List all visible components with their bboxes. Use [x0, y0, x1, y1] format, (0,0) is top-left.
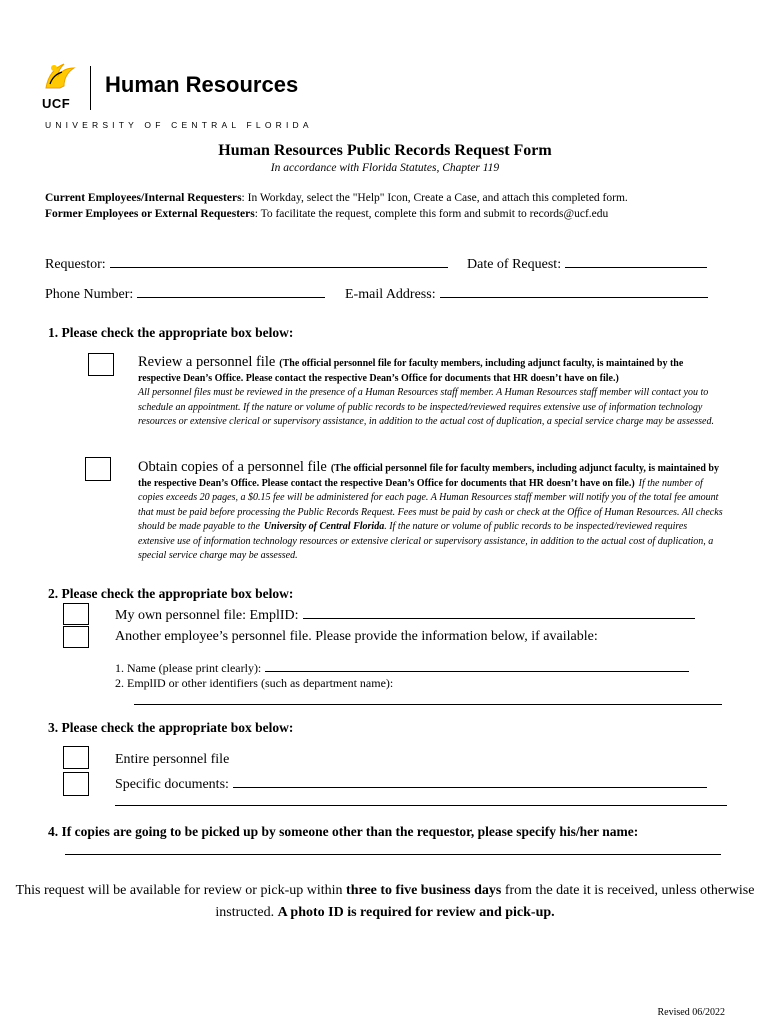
department-title: Human Resources	[105, 72, 299, 97]
name-input[interactable]	[265, 659, 689, 672]
question-1-heading: 1. Please check the appropriate box below:	[48, 325, 294, 340]
date-input[interactable]	[565, 255, 707, 268]
revision-date: Revised 06/2022	[657, 1007, 725, 1018]
phone-input[interactable]	[137, 285, 325, 298]
specific-docs-label: Specific documents:	[115, 777, 229, 792]
question-3-heading: 3. Please check the appropriate box below:	[48, 720, 294, 735]
date-label: Date of Request:	[467, 257, 562, 272]
obtain-copies-checkbox[interactable]	[85, 457, 111, 481]
identifiers-label: 2. EmplID or other identifiers (such as department name):	[115, 676, 394, 690]
instruction-text: : To facilitate the request, complete this form and submit to records@ucf.edu	[254, 208, 609, 220]
specific-docs-option	[115, 775, 707, 793]
obtain-copies-option	[138, 461, 726, 563]
pickup-name-input[interactable]	[65, 854, 721, 855]
closing-a: This request will be available for review or pick-up within	[15, 883, 347, 898]
question-2-heading: 2. Please check the appropriate box below:	[48, 586, 294, 601]
obtain-copies-label: Obtain copies of a personnel file	[138, 459, 327, 475]
instruction-label: Current Employees/Internal Requesters	[45, 192, 242, 204]
form-subtitle: In accordance with Florida Statutes, Chapter 119	[270, 162, 500, 174]
requestor-field[interactable]	[45, 255, 448, 273]
closing-c: from the date it is received, unless otherwise instructed.	[215, 883, 755, 920]
date-field[interactable]	[467, 255, 707, 273]
logo-divider	[90, 66, 91, 110]
phone-label: Phone Number:	[45, 287, 134, 302]
email-label: E-mail Address:	[345, 287, 436, 302]
phone-field[interactable]	[45, 285, 325, 303]
entire-file-label: Entire personnel file	[115, 752, 230, 767]
name-field	[115, 659, 689, 676]
email-field[interactable]	[345, 285, 708, 303]
specific-docs-checkbox[interactable]	[63, 772, 89, 796]
closing-bold-a: three to five business days	[346, 883, 502, 898]
obtain-copies-detail-b: . If the nature or volume of public records to be inspected/reviewed requires extensive use of information technology resources or extensive clerical or supervisory assistance, in addition to the actual cost of duplication, a special service charge may be assessed.	[138, 521, 714, 561]
closing-statement	[0, 880, 770, 924]
requestor-input[interactable]	[110, 255, 448, 268]
form-title: Human Resources Public Records Request Form	[218, 142, 552, 159]
other-file-label: Another employee’s personnel file. Please provide the information below, if available:	[115, 629, 598, 644]
obtain-copies-detail-a: If the number of copies exceeds 20 pages, a $0.15 fee will be administered for each page. A Human Resources staff member will notify you of the total fee amount that must be paid before processing the Public Records Request. Fees must be paid by cash or check at the Office of Human Resources. All checks should be made payable to the	[138, 477, 723, 532]
review-file-note: (The official personnel file for faculty members, including adjunct faculty, is maintained by the respective Dean’s Office. Please contact the respective Dean’s Office for documents that HR doesn’t have on file.)	[138, 358, 684, 384]
own-file-checkbox[interactable]	[63, 603, 89, 625]
name-label: 1. Name (please print clearly):	[115, 661, 262, 675]
pegasus-icon	[42, 58, 76, 92]
ucf-wordmark: UCF	[42, 96, 71, 111]
university-name: UNIVERSITY OF CENTRAL FLORIDA	[45, 120, 313, 130]
specific-docs-input-line2[interactable]	[115, 805, 727, 806]
closing-bold-b: A photo ID is required for review and pick-up.	[277, 905, 555, 920]
review-file-detail: All personnel files must be reviewed in the presence of a Human Resources staff member. A Human Resources staff member will contact you to schedule an appointment. If the nature or volume of public records to be inspected/reviewed requires extensive use of information technology resources or extensive clerical or supervisory assistance, in addition to the actual cost of duplication, a special service charge may be assessed.	[138, 387, 714, 427]
identifiers-input[interactable]	[134, 704, 722, 705]
obtain-copies-note: (The official personnel file for faculty members, including adjunct faculty, is maintained by the respective Dean’s Office. Please contact the respective Dean’s Office for documents that HR doesn’t have on file.)	[138, 463, 719, 489]
own-file-label: My own personnel file: EmplID:	[115, 608, 299, 623]
instruction-label: Former Employees or External Requesters	[45, 208, 255, 220]
question-4-heading: 4. If copies are going to be picked up by someone other than the requestor, please specify his/her name:	[48, 824, 639, 839]
specific-docs-input[interactable]	[233, 775, 707, 788]
instruction-internal	[45, 192, 628, 204]
obtain-copies-detail-bold: University of Central Florida	[263, 521, 385, 532]
entire-file-checkbox[interactable]	[63, 746, 89, 769]
instruction-external	[45, 208, 608, 220]
review-file-option	[138, 356, 728, 429]
review-file-checkbox[interactable]	[88, 353, 114, 376]
email-input[interactable]	[440, 285, 708, 298]
instruction-text: : In Workday, select the "Help" Icon, Create a Case, and attach this completed form.	[241, 192, 628, 204]
own-file-option	[115, 606, 695, 624]
emplid-input[interactable]	[303, 606, 695, 619]
review-file-label: Review a personnel file	[138, 354, 276, 370]
requestor-label: Requestor:	[45, 257, 106, 272]
other-file-checkbox[interactable]	[63, 626, 89, 648]
